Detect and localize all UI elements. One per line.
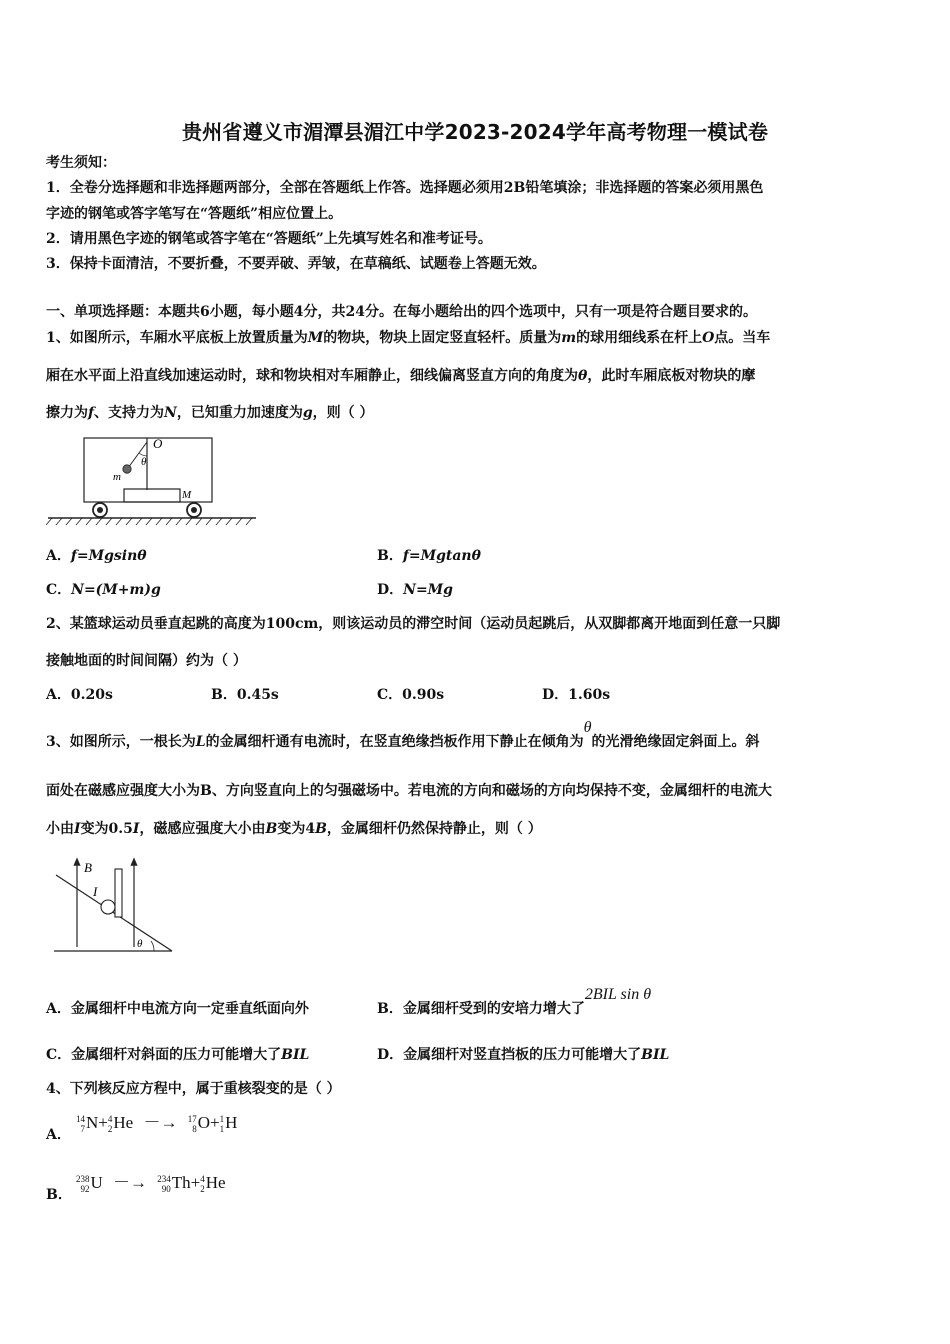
notice-line-4: 3．保持卡面清洁，不要折叠，不要弄破、弄皱，在草稿纸、试题卷上答题无效。 xyxy=(46,256,546,272)
notice-line-3: 2．请用黑色字迹的钢笔或答字笔在“答题纸”上先填写姓名和准考证号。 xyxy=(46,231,492,247)
notice-line-1: 1．全卷分选择题和非选择题两部分，全部在答题纸上作答。选择题必须用2B铅笔填涂；非选择题的答案必须用黑色 xyxy=(46,180,764,196)
fig3-label-I: I xyxy=(93,884,98,899)
q2-line-2: 接触地面的时间间隔）约为（ ） xyxy=(46,653,247,669)
q3-line-3: 小由I变为0.5I，磁感应强度大小由B变为4B，金属细杆仍然保持静止，则（ ） xyxy=(46,821,542,837)
q3-line-1: 3、如图所示，一根长为L的金属细杆通有电流时，在竖直绝缘挡板作用下静止在倾角为θ的光滑绝缘固定斜面上。斜 xyxy=(46,719,760,750)
q3-option-c: C．金属细杆对斜面的压力可能增大了BIL xyxy=(46,1047,310,1063)
fig1-label-M: M xyxy=(182,489,192,501)
q3-incline-figure xyxy=(46,855,182,957)
q4-option-a-label: A． xyxy=(46,1127,71,1143)
section-heading: 一、单项选择题：本题共6小题，每小题4分，共24分。在每小题给出的四个选项中，只有一项是符合题目要求的。 xyxy=(46,304,757,320)
q1-line-1: 1、如图所示，车厢水平底板上放置质量为M的物块，物块上固定竖直轻杆。质量为m的球用细线系在杆上O点。当车 xyxy=(46,330,771,346)
fig1-label-O: O xyxy=(153,436,163,451)
q1-line-3: 擦力为f、支持力为N，已知重力加速度为g，则（ ） xyxy=(46,405,374,421)
fig1-label-m: m xyxy=(113,471,121,483)
q2-line-1: 2、某篮球运动员垂直起跳的高度为100cm，则该运动员的滞空时间（运动员起跳后，从双脚都离开地面到任意一只脚 xyxy=(46,616,781,632)
q1-option-a: A．f=Mgsinθ xyxy=(46,548,147,564)
q1-cart-figure xyxy=(46,432,260,528)
q2-option-a: A．0.20s xyxy=(46,687,113,703)
q1-option-b: B．f=Mgtanθ xyxy=(377,548,481,564)
notice-heading: 考生须知： xyxy=(46,155,116,171)
q2-option-c: C．0.90s xyxy=(377,687,445,703)
fig1-label-theta: θ xyxy=(141,456,147,468)
q1-option-d: D．N=Mg xyxy=(377,582,453,598)
q4-stem: 4、下列核反应方程中，属于重核裂变的是（ ） xyxy=(46,1081,341,1097)
q4-option-b-label: B． xyxy=(46,1187,72,1203)
q2-option-d: D．1.60s xyxy=(542,687,611,703)
q3-line-2: 面处在磁感应强度大小为B、方向竖直向上的匀强磁场中。若电流的方向和磁场的方向均保持不变，金属细杆的电流大 xyxy=(46,783,772,799)
q1-line-2: 厢在水平面上沿直线加速运动时，球和物块相对车厢静止，细线偏离竖直方向的角度为θ，此时车厢底板对物块的摩 xyxy=(46,368,756,384)
q3-option-a: A．金属细杆中电流方向一定垂直纸面向外 xyxy=(46,1001,309,1017)
q2-option-b: B．0.45s xyxy=(211,687,279,703)
fig3-label-B: B xyxy=(84,860,92,875)
q1-option-c: C．N=(M+m)g xyxy=(46,582,161,598)
fig3-label-theta: θ xyxy=(137,938,143,950)
q3-option-b: B．金属细杆受到的安培力增大了2BIL sin θ xyxy=(377,986,652,1017)
q4-option-a-equation: 14 7 N+ 4 2 He －→ 17 8 O+ 1 1 H xyxy=(76,1113,238,1135)
q4-option-b-equation: 238 92 U －→ 234 90 Th+ 4 2 He xyxy=(76,1173,226,1195)
q3-option-d: D．金属细杆对竖直挡板的压力可能增大了BIL xyxy=(377,1047,670,1063)
page-title: 贵州省遵义市湄潭县湄江中学2023-2024学年高考物理一模试卷 xyxy=(181,120,769,144)
notice-line-2: 字迹的钢笔或答字笔写在“答题纸”相应位置上。 xyxy=(46,206,343,222)
